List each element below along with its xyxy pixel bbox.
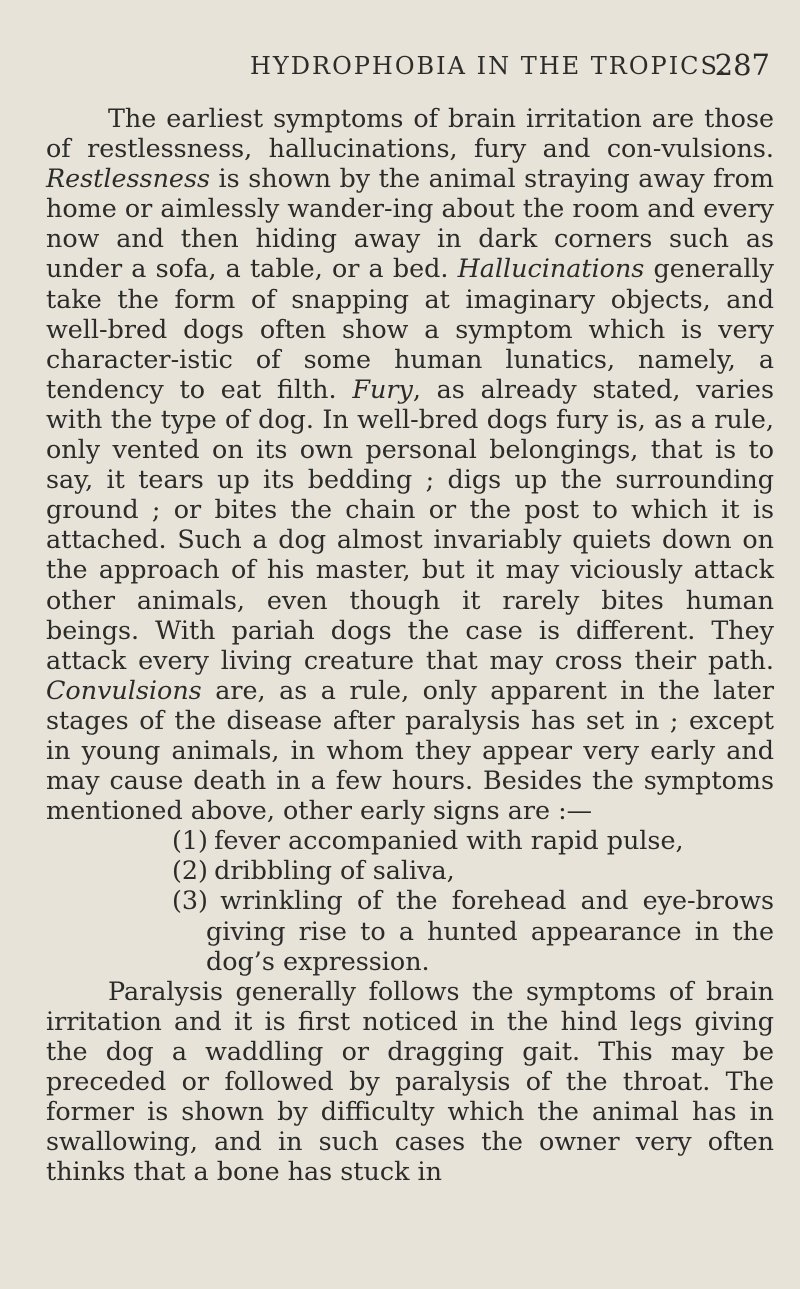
running-head: HYDROPHOBIA IN THE TROPICS. xyxy=(250,52,728,80)
list-item xyxy=(172,825,774,855)
page-header xyxy=(250,48,770,88)
sentence-5: are, as a rule, only apparent in the later stages of the disease after paralysis has set in ; except in young animals, in whom they appear very early and may cause death in a few hours. Besides the symptoms mentioned above, other early signs are :— xyxy=(46,674,774,826)
page-number: 287 xyxy=(714,48,770,82)
list-text: dribbling of saliva, xyxy=(214,855,455,886)
term-fury: Fury xyxy=(352,373,413,404)
sentence-4: , as already stated, varies with the type of dog. In well-bred dogs fury is, as a rule, only vented on its own personal belongings, that is to say, it tears up its bedding ; digs up the surrounding ground ; or bites the chain or the post to which it is attached. Such a dog almost invariably quiets down on the approach of his master, but it may viciously attack other animals, even though it rarely bites human beings. With pariah dogs the case is different. They attack every living creature that may cross their path. xyxy=(46,373,774,675)
body-text xyxy=(46,103,774,1186)
list-number: (1) xyxy=(172,825,208,856)
list-text: fever accompanied with rapid pulse, xyxy=(214,825,684,856)
term-hallucinations: Hallucinations xyxy=(457,253,645,284)
list-item xyxy=(172,855,774,885)
paragraph-symptoms xyxy=(46,103,774,825)
term-restlessness: Restlessness xyxy=(46,163,211,194)
term-convulsions: Convulsions xyxy=(46,674,202,705)
sentence-1: The earliest symptoms of brain irritation are those of restlessness, hallucinations, fury and con-vulsions. xyxy=(46,103,774,164)
list-text: wrinkling of the forehead and eye-brows giving rise to a hunted appearance in the dog’s expression. xyxy=(206,885,774,976)
sentence-3: generally take the form of snapping at imaginary objects, and well-bred dogs often show a symptom which is very character-istic of some human lunatics, namely, a tendency to eat filth. xyxy=(46,253,775,404)
sentence-2: is shown by the animal straying away from home or aimlessly wander-ing about the room and every now and then hiding away in dark corners such as under a sofa, a table, or a bed. xyxy=(46,163,774,284)
list-number: (3) xyxy=(172,885,208,916)
early-signs-list xyxy=(46,825,774,975)
list-item xyxy=(172,885,774,975)
list-number: (2) xyxy=(172,855,208,886)
paragraph-paralysis: Paralysis generally follows the symptoms of brain irritation and it is first noticed in the hind legs giving the dog a waddling or dragging gait. This may be preceded or followed by paralysis of the throat. The former is shown by difficulty which the animal has in swallowing, and in such cases the owner very often thinks that a bone has stuck in xyxy=(46,975,774,1187)
